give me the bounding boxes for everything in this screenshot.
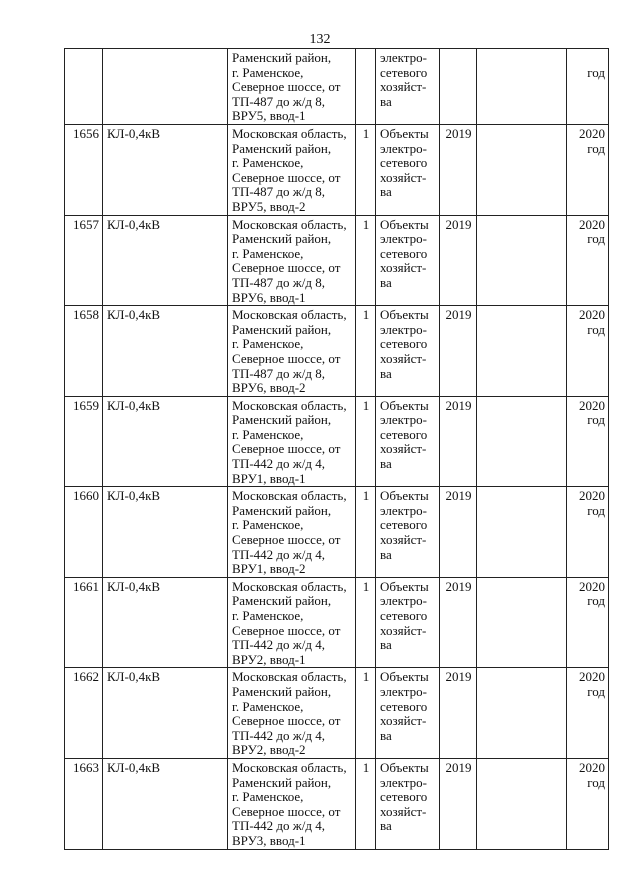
cable-type-cell-text: КЛ-0,4кВ [107, 488, 161, 504]
location-cell-line: ВРУ6, ввод-2 [232, 380, 306, 396]
location-cell-line: Северное шоссе, от [232, 622, 341, 638]
category-cell-line: хозяйст- [380, 803, 427, 819]
location-cell-line: Раменский район, [232, 50, 332, 65]
quantity-cell [356, 577, 376, 668]
notes-cell [477, 215, 567, 306]
category-cell-line: ва [380, 727, 392, 743]
row-number-cell [65, 125, 103, 216]
term-cell-line: год [587, 140, 605, 156]
start-year-cell-text: 2019 [445, 669, 472, 685]
table-row [65, 487, 609, 578]
category-cell-line: хозяйст- [380, 441, 427, 457]
location-cell [228, 306, 356, 397]
term-cell-line: год [587, 64, 605, 80]
start-year-cell [440, 487, 477, 578]
quantity-cell-text: 1 [362, 669, 370, 685]
quantity-cell-text: 1 [362, 759, 370, 775]
row-number-cell-text: 1663 [73, 759, 99, 775]
term-cell-line: год [587, 593, 605, 609]
location-cell-line: Северное шоссе, от [232, 713, 341, 729]
category-cell [376, 396, 440, 487]
cable-type-cell [103, 577, 228, 668]
start-year-cell-text: 2019 [445, 759, 472, 775]
location-cell-line: Раменский район, [232, 231, 332, 247]
row-number-cell [65, 396, 103, 487]
cable-type-cell [103, 306, 228, 397]
category-cell-line: электро- [380, 593, 427, 609]
category-cell-line: сетевого [380, 608, 428, 623]
location-cell-line: г. Раменское, [232, 426, 304, 442]
quantity-cell [356, 668, 376, 759]
cable-type-cell [103, 215, 228, 306]
location-cell [228, 487, 356, 578]
notes-cell [477, 306, 567, 397]
cable-type-cell-text: КЛ-0,4кВ [107, 759, 161, 775]
row-number-cell-text: 1659 [73, 397, 99, 413]
location-cell [228, 577, 356, 668]
row-number-cell-text: 1662 [73, 669, 99, 685]
location-cell-line: г. Раменское, [232, 789, 304, 805]
location-cell-line: Северное шоссе, от [232, 803, 341, 819]
category-cell-line: ва [380, 546, 392, 562]
quantity-cell-text: 1 [362, 307, 370, 323]
start-year-cell-text: 2019 [445, 397, 472, 413]
category-cell-line: сетевого [380, 698, 428, 714]
category-cell-line: Объекты [380, 759, 429, 775]
category-cell-line: хозяйст- [380, 350, 427, 366]
table-row [65, 49, 609, 125]
location-cell-line: ТП-442 до ж/д 4, [232, 818, 325, 834]
category-cell-line: электро- [380, 321, 427, 337]
location-cell-line: Северное шоссе, от [232, 532, 341, 548]
location-cell-line: г. Раменское, [232, 245, 304, 261]
category-cell-line: электро- [380, 140, 427, 156]
cable-type-cell-text: КЛ-0,4кВ [107, 126, 161, 141]
category-cell-line: электро- [380, 231, 427, 247]
location-cell-line: Раменский район, [232, 774, 332, 790]
table-row [65, 577, 609, 668]
start-year-cell-text: 2019 [445, 488, 472, 504]
category-cell [376, 49, 440, 125]
quantity-cell [356, 487, 376, 578]
term-cell-line: 2020 [579, 216, 605, 232]
location-cell-line: ВРУ5, ввод-2 [232, 198, 306, 214]
term-cell-line: год [587, 412, 605, 428]
category-cell-line: Объекты [380, 216, 429, 232]
category-cell-line: сетевого [380, 426, 428, 442]
notes-cell [477, 125, 567, 216]
quantity-cell-text: 1 [362, 126, 370, 141]
row-number-cell [65, 215, 103, 306]
location-cell-line: ВРУ5, ввод-1 [232, 108, 306, 124]
term-cell-line: 2020 [579, 759, 605, 775]
category-cell-line: ва [380, 456, 392, 472]
category-cell-line: ва [380, 365, 392, 381]
start-year-cell-text: 2019 [445, 307, 472, 323]
notes-cell [477, 396, 567, 487]
category-cell-line: Объекты [380, 669, 429, 685]
location-cell-line: г. Раменское, [232, 608, 304, 623]
table-row [65, 215, 609, 306]
cable-type-cell [103, 125, 228, 216]
location-cell-line: ВРУ3, ввод-1 [232, 832, 306, 848]
location-cell-line: Северное шоссе, от [232, 79, 341, 95]
term-cell [567, 125, 609, 216]
location-cell-line: Московская область, [232, 216, 347, 232]
location-cell-line: Раменский район, [232, 412, 332, 428]
table-row [65, 396, 609, 487]
category-cell-line: сетевого [380, 64, 428, 80]
term-cell [567, 577, 609, 668]
row-number-cell [65, 306, 103, 397]
category-cell-line: сетевого [380, 336, 428, 352]
location-cell-line: Московская область, [232, 307, 347, 323]
start-year-cell-text: 2019 [445, 216, 472, 232]
quantity-cell-text: 1 [362, 216, 370, 232]
term-cell [567, 668, 609, 759]
location-cell-line: ТП-442 до ж/д 4, [232, 546, 325, 562]
term-cell-line [571, 51, 605, 66]
location-cell-line: г. Раменское, [232, 698, 304, 714]
category-cell [376, 577, 440, 668]
category-cell [376, 306, 440, 397]
category-cell [376, 758, 440, 849]
category-cell-line: электро- [380, 774, 427, 790]
location-cell-line: Московская область, [232, 397, 347, 413]
term-cell [567, 487, 609, 578]
start-year-cell [440, 668, 477, 759]
location-cell [228, 215, 356, 306]
category-cell [376, 215, 440, 306]
page-number: 132 [309, 32, 331, 47]
category-cell [376, 487, 440, 578]
category-cell-line: хозяйст- [380, 622, 427, 638]
location-cell-line: Раменский район, [232, 321, 332, 337]
location-cell-line: ТП-487 до ж/д 8, [232, 274, 325, 290]
quantity-cell-text: 1 [362, 578, 370, 594]
location-cell-line: ТП-487 до ж/д 8, [232, 93, 325, 109]
cable-type-cell [103, 396, 228, 487]
location-cell-line: ТП-487 до ж/д 8, [232, 365, 325, 381]
location-cell-line: Северное шоссе, от [232, 441, 341, 457]
location-cell [228, 396, 356, 487]
term-cell-line: год [587, 774, 605, 790]
cable-type-cell [103, 758, 228, 849]
location-cell-line: Раменский район, [232, 593, 332, 609]
term-cell-line: 2020 [579, 488, 605, 504]
table-row [65, 125, 609, 216]
location-cell-line: Северное шоссе, от [232, 260, 341, 276]
category-cell [376, 125, 440, 216]
start-year-cell [440, 125, 477, 216]
cable-type-cell-text: КЛ-0,4кВ [107, 307, 161, 323]
quantity-cell [356, 215, 376, 306]
cable-type-cell [103, 49, 228, 125]
category-cell-line: ва [380, 184, 392, 200]
location-cell-line: ВРУ1, ввод-1 [232, 470, 306, 486]
table-row [65, 758, 609, 849]
location-cell-line: Северное шоссе, от [232, 350, 341, 366]
location-cell-line: г. Раменское, [232, 155, 304, 171]
location-cell-line: Московская область, [232, 126, 347, 141]
category-cell-line: ва [380, 274, 392, 290]
location-cell-line: ТП-487 до ж/д 8, [232, 184, 325, 200]
term-cell-line: 2020 [579, 307, 605, 323]
start-year-cell [440, 396, 477, 487]
term-cell [567, 758, 609, 849]
quantity-cell [356, 758, 376, 849]
location-cell-line: ТП-442 до ж/д 4, [232, 456, 325, 472]
term-cell-line: 2020 [579, 126, 605, 141]
category-cell-line: Объекты [380, 307, 429, 323]
term-cell-line: год [587, 231, 605, 247]
location-cell-line: Северное шоссе, от [232, 169, 341, 185]
row-number-cell-text: 1660 [73, 488, 99, 504]
location-cell-line: Московская область, [232, 578, 347, 594]
registry-table [64, 48, 609, 850]
location-cell-line: г. Раменское, [232, 336, 304, 352]
start-year-cell [440, 758, 477, 849]
category-cell-line: ва [380, 818, 392, 834]
category-cell-line: хозяйст- [380, 79, 427, 95]
category-cell-line: сетевого [380, 245, 428, 261]
location-cell [228, 125, 356, 216]
start-year-cell [440, 215, 477, 306]
notes-cell [477, 668, 567, 759]
notes-cell [477, 487, 567, 578]
category-cell-line: хозяйст- [380, 532, 427, 548]
row-number-cell [65, 487, 103, 578]
category-cell-line: хозяйст- [380, 713, 427, 729]
term-cell-line: год [587, 321, 605, 337]
location-cell-line: Московская область, [232, 759, 347, 775]
cable-type-cell-text: КЛ-0,4кВ [107, 578, 161, 594]
category-cell-line: электро- [380, 683, 427, 699]
location-cell [228, 758, 356, 849]
category-cell-line: сетевого [380, 789, 428, 805]
category-cell-line: хозяйст- [380, 169, 427, 185]
category-cell-line: электро- [380, 502, 427, 518]
row-number-cell-text: 1656 [73, 126, 99, 141]
category-cell-line: Объекты [380, 126, 429, 141]
location-cell-line: г. Раменское, [232, 517, 304, 533]
category-cell-line: ва [380, 93, 392, 109]
term-cell [567, 306, 609, 397]
location-cell-line: ТП-442 до ж/д 4, [232, 727, 325, 743]
location-cell-line: ВРУ6, ввод-1 [232, 289, 306, 305]
start-year-cell-text: 2019 [445, 126, 472, 141]
notes-cell [477, 577, 567, 668]
term-cell-line: 2020 [579, 578, 605, 594]
term-cell [567, 396, 609, 487]
term-cell [567, 215, 609, 306]
row-number-cell [65, 577, 103, 668]
start-year-cell [440, 306, 477, 397]
term-cell-line: 2020 [579, 669, 605, 685]
quantity-cell-text: 1 [362, 488, 370, 504]
category-cell-line: Объекты [380, 578, 429, 594]
quantity-cell [356, 396, 376, 487]
quantity-cell [356, 49, 376, 125]
quantity-cell [356, 306, 376, 397]
term-cell [567, 49, 609, 125]
row-number-cell-text: 1658 [73, 307, 99, 323]
notes-cell [477, 49, 567, 125]
cable-type-cell-text: КЛ-0,4кВ [107, 216, 161, 232]
category-cell-line: сетевого [380, 155, 428, 171]
term-cell-line: год [587, 683, 605, 699]
start-year-cell [440, 577, 477, 668]
table-row [65, 306, 609, 397]
row-number-cell [65, 49, 103, 125]
cable-type-cell [103, 487, 228, 578]
start-year-cell [440, 49, 477, 125]
cable-type-cell-text: КЛ-0,4кВ [107, 669, 161, 685]
location-cell-line: г. Раменское, [232, 64, 304, 80]
row-number-cell [65, 758, 103, 849]
row-number-cell-text: 1661 [73, 578, 99, 594]
category-cell-line: Объекты [380, 397, 429, 413]
quantity-cell-text: 1 [362, 397, 370, 413]
location-cell-line: ТП-442 до ж/д 4, [232, 637, 325, 653]
location-cell-line: Раменский район, [232, 683, 332, 699]
category-cell-line: электро- [380, 412, 427, 428]
cable-type-cell [103, 668, 228, 759]
notes-cell [477, 758, 567, 849]
category-cell-line: ва [380, 637, 392, 653]
table-body [65, 49, 609, 850]
location-cell-line: ВРУ1, ввод-2 [232, 561, 306, 577]
location-cell [228, 49, 356, 125]
category-cell-line: сетевого [380, 517, 428, 533]
cable-type-cell-text: КЛ-0,4кВ [107, 397, 161, 413]
location-cell-line: Московская область, [232, 488, 347, 504]
location-cell-line: ВРУ2, ввод-2 [232, 742, 306, 758]
location-cell [228, 668, 356, 759]
location-cell-line: ВРУ2, ввод-1 [232, 651, 306, 667]
table-row [65, 668, 609, 759]
term-cell-line: год [587, 502, 605, 518]
location-cell-line: Раменский район, [232, 502, 332, 518]
location-cell-line: Московская область, [232, 669, 347, 685]
category-cell-line: электро- [380, 50, 427, 65]
start-year-cell-text: 2019 [445, 578, 472, 594]
row-number-cell-text: 1657 [73, 216, 99, 232]
category-cell-line: хозяйст- [380, 260, 427, 276]
row-number-cell [65, 668, 103, 759]
quantity-cell [356, 125, 376, 216]
category-cell-line: Объекты [380, 488, 429, 504]
category-cell [376, 668, 440, 759]
location-cell-line: Раменский район, [232, 140, 332, 156]
term-cell-line: 2020 [579, 397, 605, 413]
